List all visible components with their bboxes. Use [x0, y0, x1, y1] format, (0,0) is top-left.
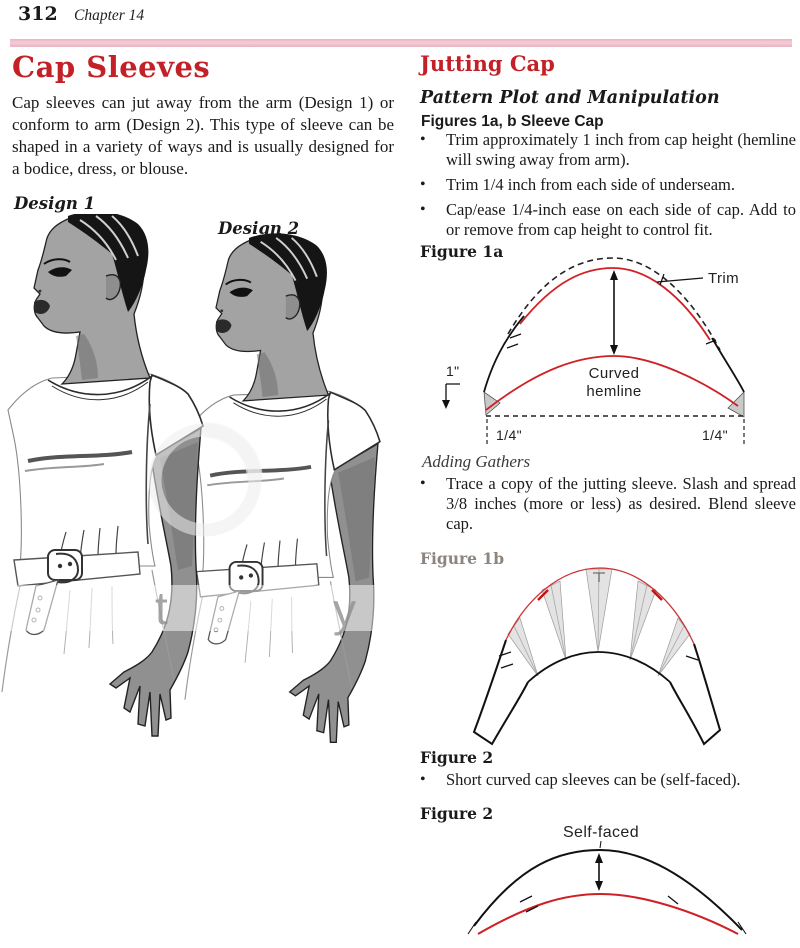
- figure-2-text-label: Figure 2: [420, 748, 494, 767]
- list-item: [420, 770, 796, 790]
- figure-1b-label: Figure 1b: [420, 549, 505, 568]
- figure-2-diagram: [420, 822, 798, 948]
- quarter-inch-right-label: 1/4": [702, 427, 729, 443]
- arrow-down-icon: [595, 881, 603, 891]
- figure-1a-label: Figure 1a: [420, 242, 504, 261]
- watermark-letter-y: y: [333, 584, 356, 636]
- arrow-up-icon: [610, 270, 618, 280]
- self-faced-label: Self-faced: [562, 824, 640, 841]
- design1-label: Design 1: [14, 194, 96, 213]
- figure-1a-diagram: [420, 252, 798, 452]
- design1-figure: [2, 214, 203, 736]
- pattern-plot-subtitle: Pattern Plot and Manipulation: [420, 88, 720, 108]
- bullet-text: Trace a copy of the jutting sleeve. Slash and spread 3/8 inches (more or less) as desired. Blend sleeve cap.: [446, 474, 796, 533]
- section-title-jutting-cap: Jutting Cap: [420, 51, 555, 76]
- curved-hemline-label-line1: Curved: [588, 365, 640, 382]
- design2-figure: [185, 233, 380, 742]
- quarter-inch-left-label: 1/4": [496, 427, 523, 443]
- figures-1ab-heading: Figures 1a, b Sleeve Cap: [421, 113, 604, 130]
- trim-label: Trim: [708, 270, 740, 287]
- bullet-text: Trim approximately 1 inch from cap height (hemline will swing away from arm).: [446, 130, 796, 169]
- arrow-up-icon: [595, 853, 603, 863]
- adding-gathers-heading: Adding Gathers: [422, 452, 531, 471]
- watermark-letter-t: t: [155, 582, 168, 634]
- adding-gathers-list: [420, 474, 796, 539]
- page-number: 312: [18, 3, 58, 25]
- figure-2-list: [420, 770, 796, 795]
- figure-2-diagram-label: Figure 2: [420, 804, 494, 823]
- header-rule: [10, 39, 792, 47]
- chapter-title: Chapter 14: [74, 7, 145, 24]
- arrow-down-icon: [610, 345, 618, 355]
- arrow-down-icon: [442, 400, 450, 409]
- list-item: [420, 200, 796, 240]
- bullet-text: Cap/ease 1/4-inch ease on each side of cap. Add to or remove from cap height to control fit.: [446, 200, 796, 239]
- figure-1b-diagram: [420, 560, 798, 750]
- list-item: [420, 474, 796, 534]
- bullet-icon: •: [420, 201, 426, 218]
- bullet-text: Trim 1/4 inch from each side of underseam.: [446, 175, 735, 194]
- one-inch-label: 1": [446, 363, 460, 379]
- list-item: [420, 130, 796, 170]
- curved-hemline-label-line2: hemline: [586, 383, 642, 400]
- section-title-cap-sleeves: Cap Sleeves: [12, 50, 211, 84]
- instruction-bullet-list: [420, 130, 796, 245]
- bullet-icon: •: [420, 176, 426, 193]
- cap-sleeve-fashion-illustration: [0, 214, 400, 774]
- intro-paragraph: Cap sleeves can jut away from the arm (Design 1) or conform to arm (Design 2). This type of sleeve can be shaped in a variety of ways and is usually designed for a bodice, dress, or blouse.: [12, 93, 394, 178]
- bullet-icon: •: [420, 771, 426, 788]
- bullet-icon: •: [420, 131, 426, 148]
- design2-label: Design 2: [218, 219, 300, 238]
- list-item: [420, 175, 796, 195]
- bullet-text: Short curved cap sleeves can be (self-faced).: [446, 770, 741, 789]
- bullet-icon: •: [420, 475, 426, 492]
- fold-line-red: [478, 894, 738, 934]
